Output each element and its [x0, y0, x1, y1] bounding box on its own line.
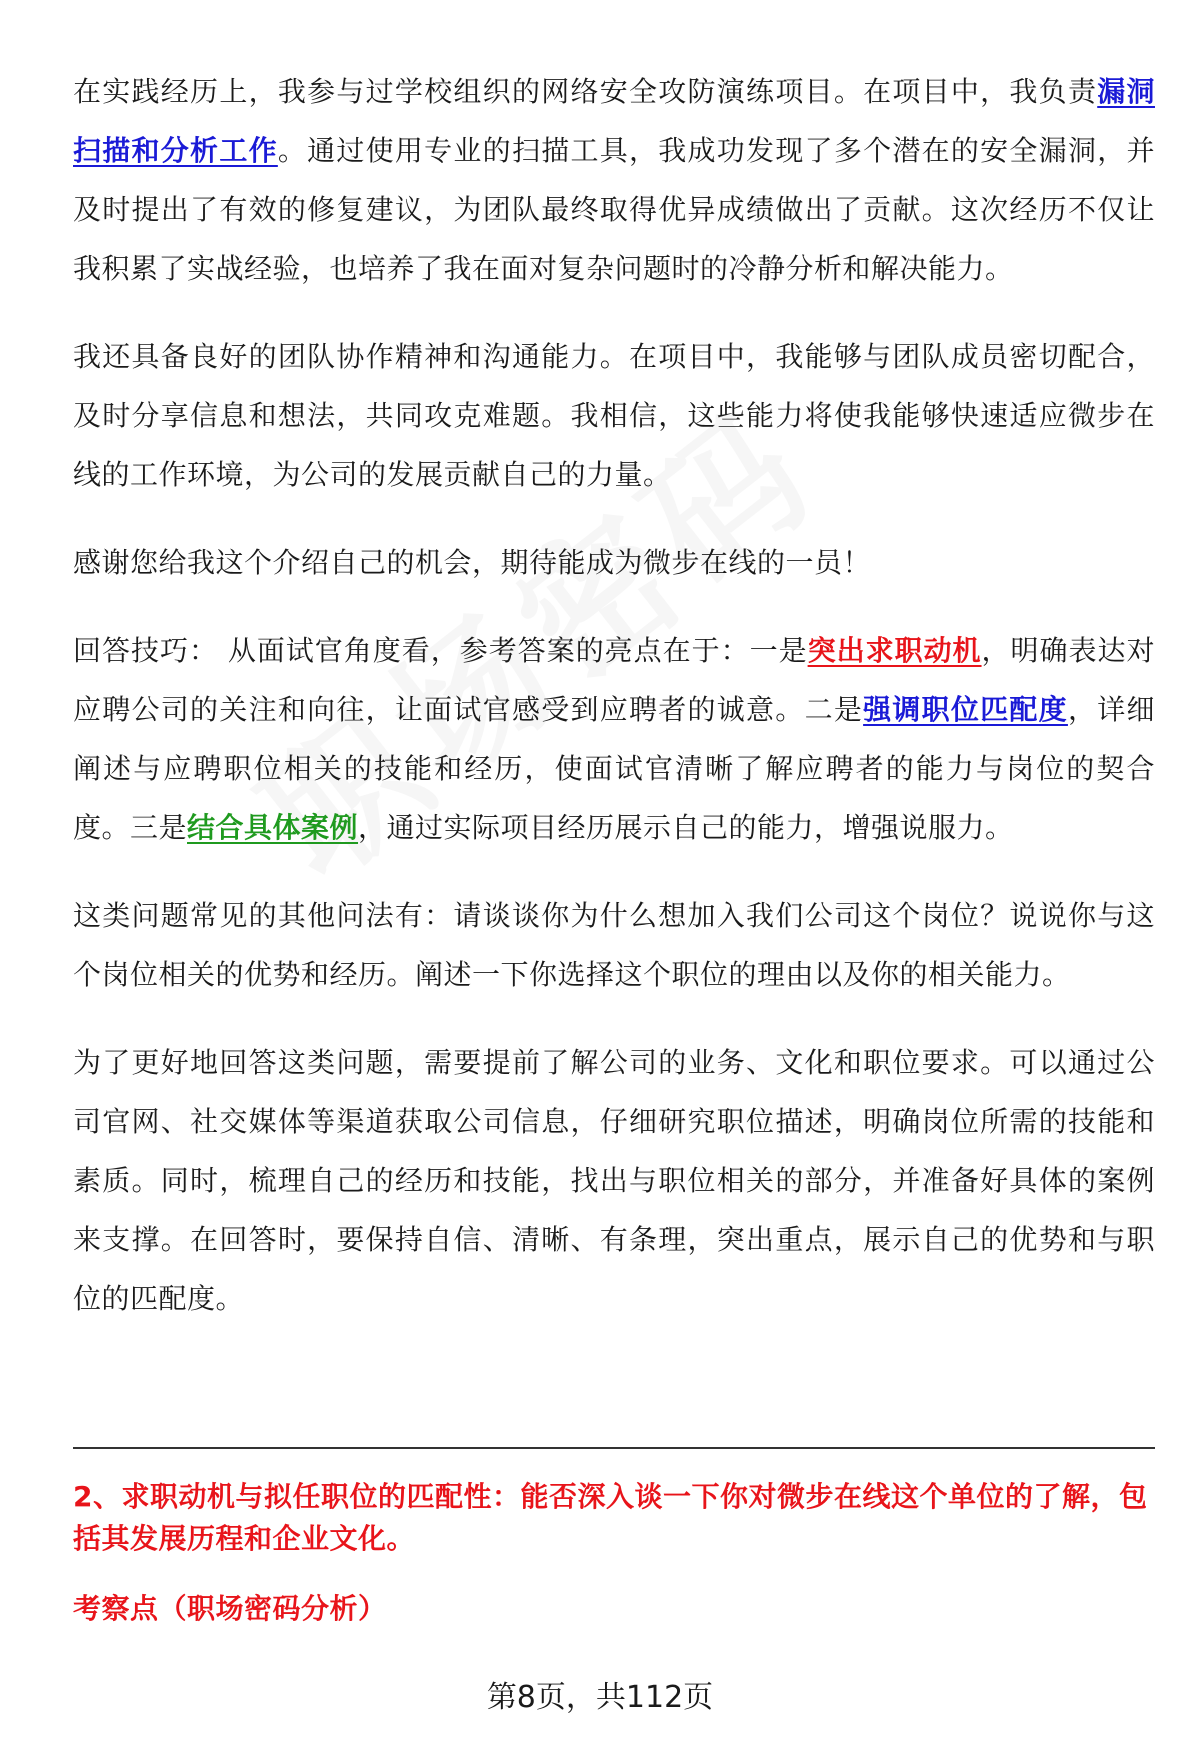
section-title: 考察点（职场密码分析） [73, 1592, 387, 1625]
paragraph-teamwork: 我还具备良好的团队协作精神和沟通能力。在项目中，我能够与团队成员密切配合，及时分享信息和想法，共同攻克难题。我相信，这些能力将使我能够快速适应微步在线的工作环境，为公司的发展贡献自己的力量。 [73, 340, 1155, 491]
paragraph-thanks: 感谢您给我这个介绍自己的机会，期待能成为微步在线的一员！ [73, 546, 872, 579]
paragraph-preparation: 为了更好地回答这类问题，需要提前了解公司的业务、文化和职位要求。可以通过公司官网、社交媒体等渠道获取公司信息，仔细研究职位描述，明确岗位所需的技能和素质。同时，梳理自己的经历和技能，找出与职位相关的部分，并准备好具体的案例来支撑。在回答时，要保持自信、清晰、有条理，突出重点，展示自己的优势和与职位的匹配度。 [73, 1046, 1155, 1315]
paragraph-text: ，详细阐述与应聘职位相关的技能和经历，使面试官清晰了解应聘者的能力与岗位的契合度。三是 [73, 693, 1155, 844]
paragraph-answer-tips [73, 621, 1155, 857]
page-number: 第8页，共112页 [486, 1680, 714, 1715]
highlight-cases: 结合具体案例 [187, 811, 359, 844]
question-heading: 2、求职动机与拟任职位的匹配性：能否深入谈一下你对微步在线这个单位的了解，包括其发展历程和企业文化。 [73, 1480, 1148, 1555]
paragraph-text: 回答技巧： 从面试官角度看，参考答案的亮点在于：一是 [73, 634, 808, 667]
paragraph-text: ，明确表达对应聘公司的关注和向往，让面试官感受到应聘者的诚意。二是 [73, 634, 1155, 726]
highlight-motivation: 突出求职动机 [807, 634, 982, 667]
paragraph-other-questions: 这类问题常见的其他问法有：请谈谈你为什么想加入我们公司这个岗位？说说你与这个岗位相关的优势和经历。阐述一下你选择这个职位的理由以及你的相关能力。 [73, 899, 1155, 991]
paragraph-text: 在实践经历上，我参与过学校组织的网络安全攻防演练项目。在项目中，我负责 [73, 75, 1098, 108]
highlight-vuln-scan: 漏洞扫描和分析工作 [73, 75, 1155, 167]
paragraph-text: ，通过实际项目经历展示自己的能力，增强说服力。 [358, 811, 1014, 844]
highlight-job-match: 强调职位匹配度 [863, 693, 1068, 726]
section-divider [73, 1447, 1155, 1449]
paragraph-practice-experience [73, 62, 1155, 298]
document-body [73, 62, 1155, 1357]
paragraph-text: 。通过使用专业的扫描工具，我成功发现了多个潜在的安全漏洞，并及时提出了有效的修复建议，为团队最终取得优异成绩做出了贡献。这次经历不仅让我积累了实战经验，也培养了我在面对复杂问题时的冷静分析和解决能力。 [73, 134, 1155, 285]
